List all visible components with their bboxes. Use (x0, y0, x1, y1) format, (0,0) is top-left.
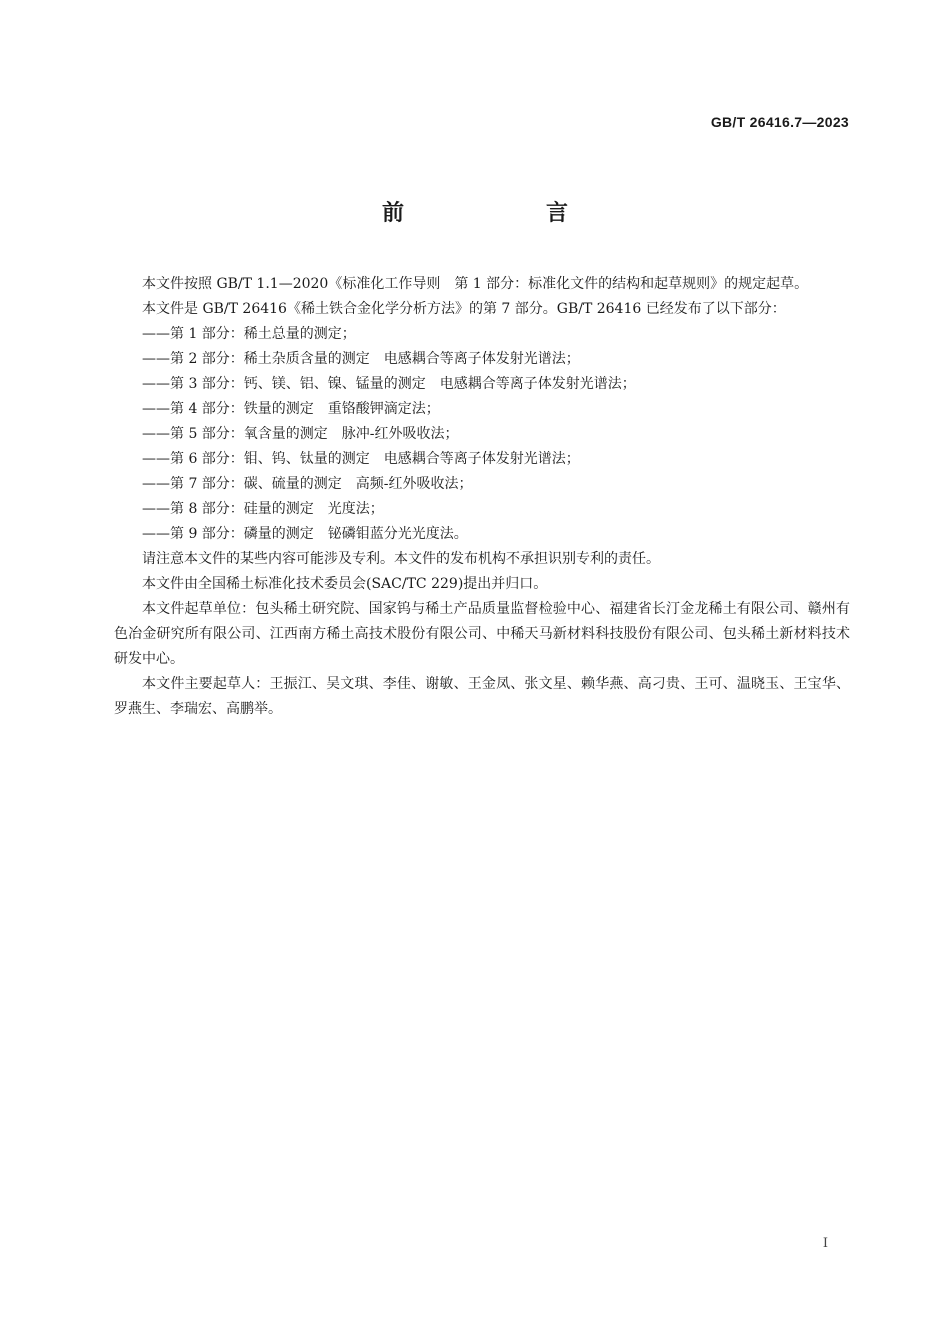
list-item: ——第 5 部分：氧含量的测定 脉冲-红外吸收法； (142, 426, 459, 442)
list-item: ——第 3 部分：钙、镁、铝、镍、锰量的测定 电感耦合等离子体发射光谱法； (142, 376, 636, 392)
paragraph-drafting-units: 本文件起草单位：包头稀土研究院、国家钨与稀土产品质量监督检验中心、福建省长汀金龙稀土有限公司、赣州有色冶金研究所有限公司、江西南方稀土高技术股份有限公司、中稀天马新材料科技股份有限公司、包头稀土新材料技术研发中心。 (114, 601, 850, 667)
list-item: ——第 1 部分：稀土总量的测定； (142, 326, 356, 342)
list-item: ——第 7 部分：碳、硫量的测定 高频-红外吸收法； (142, 476, 473, 492)
document-body (114, 272, 850, 722)
paragraph-proposer: 本文件由全国稀土标准化技术委员会(SAC/TC 229)提出并归口。 (142, 576, 548, 592)
paragraph-drafters: 本文件主要起草人：王振江、吴文琪、李佳、谢敏、王金凤、张文星、赖华燕、高刁贵、王可、温晓玉、王宝华、罗燕生、李瑞宏、高鹏举。 (114, 676, 850, 717)
paragraph-series-info: 本文件是 GB/T 26416《稀土铁合金化学分析方法》的第 7 部分。GB/T 26416 已经发布了以下部分： (142, 301, 786, 317)
paragraph-drafting-rules: 本文件按照 GB/T 1.1—2020《标准化工作导则 第 1 部分：标准化文件的结构和起草规则》的规定起草。 (142, 276, 809, 292)
list-item: ——第 2 部分：稀土杂质含量的测定 电感耦合等离子体发射光谱法； (142, 351, 580, 367)
list-item: ——第 8 部分：硅量的测定 光度法； (142, 501, 384, 517)
paragraph-patent-notice: 请注意本文件的某些内容可能涉及专利。本文件的发布机构不承担识别专利的责任。 (142, 551, 660, 567)
page-number: I (822, 1236, 828, 1251)
standard-code: GB/T 26416.7—2023 (710, 114, 849, 130)
page-title: 前 言 (381, 201, 628, 226)
parts-list (114, 322, 850, 547)
list-item: ——第 4 部分：铁量的测定 重铬酸钾滴定法； (142, 401, 440, 417)
list-item: ——第 9 部分：磷量的测定 铋磷钼蓝分光光度法。 (142, 526, 468, 542)
list-item: ——第 6 部分：钼、钨、钛量的测定 电感耦合等离子体发射光谱法； (142, 451, 580, 467)
